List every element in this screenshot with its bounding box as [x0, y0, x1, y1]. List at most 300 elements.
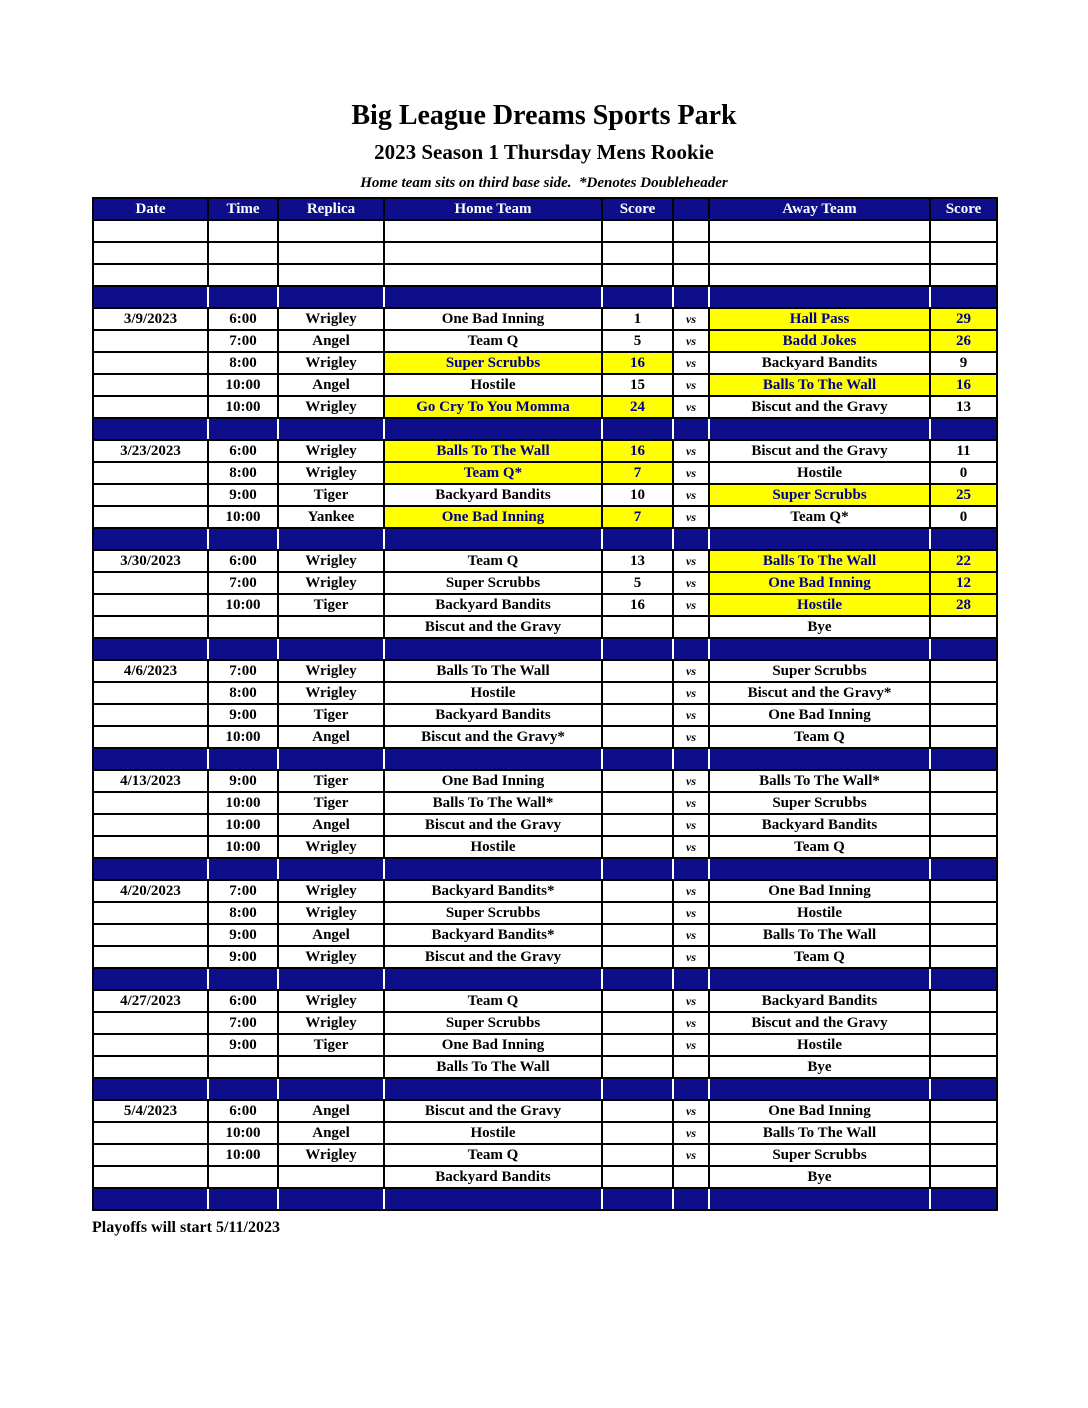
date-cell [93, 418, 208, 440]
game-row [93, 1034, 997, 1056]
vs-label: vs [673, 792, 709, 814]
away-team-cell: Team Q* [709, 506, 930, 528]
away-score-cell [930, 1078, 997, 1100]
date-cell [93, 396, 208, 418]
replica-cell [278, 1078, 384, 1100]
column-header-away-score: Score [930, 198, 997, 220]
home-score-cell [602, 1100, 673, 1122]
home-score-cell [602, 924, 673, 946]
home-score-cell [602, 880, 673, 902]
home-team-cell: Backyard Bandits [384, 484, 602, 506]
separator-row [93, 858, 997, 880]
time-cell: 7:00 [208, 330, 278, 352]
time-cell: 9:00 [208, 484, 278, 506]
home-team-cell [384, 1188, 602, 1210]
replica-cell: Tiger [278, 1034, 384, 1056]
game-row [93, 330, 997, 352]
vs-label: vs [673, 836, 709, 858]
away-team-cell: Bye [709, 616, 930, 638]
time-cell: 9:00 [208, 1034, 278, 1056]
replica-cell: Tiger [278, 594, 384, 616]
away-team-cell: One Bad Inning [709, 704, 930, 726]
home-team-cell: One Bad Inning [384, 506, 602, 528]
date-cell: 4/27/2023 [93, 990, 208, 1012]
home-score-cell: 7 [602, 462, 673, 484]
home-team-cell: Super Scrubbs [384, 572, 602, 594]
home-team-cell: Biscut and the Gravy* [384, 726, 602, 748]
date-cell [93, 484, 208, 506]
away-team-cell: Hostile [709, 1034, 930, 1056]
date-cell [93, 924, 208, 946]
away-score-cell [930, 1056, 997, 1078]
away-team-cell: Team Q [709, 836, 930, 858]
away-team-cell [709, 286, 930, 308]
vs-label: vs [673, 682, 709, 704]
vs-label: vs [673, 352, 709, 374]
home-score-cell [602, 792, 673, 814]
time-cell: 8:00 [208, 352, 278, 374]
time-cell: 10:00 [208, 506, 278, 528]
home-team-cell: Backyard Bandits* [384, 924, 602, 946]
away-score-cell [930, 990, 997, 1012]
replica-cell: Wrigley [278, 660, 384, 682]
away-score-cell: 9 [930, 352, 997, 374]
date-cell [93, 1188, 208, 1210]
home-team-cell: Balls To The Wall [384, 1056, 602, 1078]
away-team-cell [709, 1078, 930, 1100]
home-team-cell: Team Q [384, 1144, 602, 1166]
home-score-cell [602, 682, 673, 704]
home-score-cell [602, 1056, 673, 1078]
game-row [93, 396, 997, 418]
home-team-cell: Biscut and the Gravy [384, 1100, 602, 1122]
date-cell [93, 1012, 208, 1034]
away-score-cell [930, 1100, 997, 1122]
replica-cell: Wrigley [278, 880, 384, 902]
time-cell: 6:00 [208, 1100, 278, 1122]
home-score-cell: 5 [602, 330, 673, 352]
date-cell [93, 374, 208, 396]
date-cell [93, 682, 208, 704]
home-score-cell: 16 [602, 440, 673, 462]
vs-label [673, 858, 709, 880]
away-team-cell: Balls To The Wall [709, 924, 930, 946]
time-cell [208, 616, 278, 638]
game-row [93, 1144, 997, 1166]
away-score-cell [930, 1144, 997, 1166]
game-row [93, 990, 997, 1012]
away-team-cell: Backyard Bandits [709, 990, 930, 1012]
replica-cell: Wrigley [278, 1012, 384, 1034]
separator-row [93, 748, 997, 770]
date-cell: 4/20/2023 [93, 880, 208, 902]
date-cell [93, 352, 208, 374]
away-team-cell: One Bad Inning [709, 1100, 930, 1122]
time-cell [208, 858, 278, 880]
vs-label: vs [673, 1012, 709, 1034]
away-score-cell [930, 968, 997, 990]
separator-row [93, 638, 997, 660]
home-score-cell: 10 [602, 484, 673, 506]
home-score-cell [602, 264, 673, 286]
date-cell [93, 902, 208, 924]
away-score-cell [930, 220, 997, 242]
away-score-cell [930, 858, 997, 880]
away-score-cell: 12 [930, 572, 997, 594]
home-team-cell: Hostile [384, 1122, 602, 1144]
away-team-cell: Hostile [709, 594, 930, 616]
away-team-cell: Backyard Bandits [709, 352, 930, 374]
game-row [93, 440, 997, 462]
date-cell [93, 1078, 208, 1100]
home-score-cell [602, 220, 673, 242]
game-row [93, 660, 997, 682]
replica-cell [278, 968, 384, 990]
vs-label: vs [673, 902, 709, 924]
column-header-home-score: Score [602, 198, 673, 220]
vs-label: vs [673, 880, 709, 902]
time-cell: 9:00 [208, 704, 278, 726]
vs-label: vs [673, 770, 709, 792]
date-cell [93, 220, 208, 242]
home-team-cell: Backyard Bandits [384, 704, 602, 726]
date-cell [93, 726, 208, 748]
separator-row [93, 286, 997, 308]
away-score-cell [930, 792, 997, 814]
away-team-cell [709, 264, 930, 286]
date-cell [93, 242, 208, 264]
time-cell: 8:00 [208, 682, 278, 704]
date-cell [93, 1166, 208, 1188]
away-score-cell [930, 682, 997, 704]
time-cell: 7:00 [208, 880, 278, 902]
home-score-cell [602, 1144, 673, 1166]
home-score-cell [602, 528, 673, 550]
date-cell [93, 638, 208, 660]
away-team-cell: Biscut and the Gravy* [709, 682, 930, 704]
vs-label: vs [673, 484, 709, 506]
home-team-cell [384, 858, 602, 880]
vs-label [673, 616, 709, 638]
vs-label: vs [673, 506, 709, 528]
vs-label [673, 968, 709, 990]
game-row [93, 726, 997, 748]
away-score-cell [930, 286, 997, 308]
away-team-cell [709, 858, 930, 880]
time-cell [208, 1056, 278, 1078]
replica-cell: Wrigley [278, 1144, 384, 1166]
away-team-cell: Biscut and the Gravy [709, 396, 930, 418]
away-team-cell: One Bad Inning [709, 572, 930, 594]
game-row [93, 594, 997, 616]
away-score-cell: 22 [930, 550, 997, 572]
time-cell [208, 1188, 278, 1210]
date-cell [93, 528, 208, 550]
home-team-cell: Go Cry To You Momma [384, 396, 602, 418]
time-cell: 6:00 [208, 990, 278, 1012]
time-cell [208, 528, 278, 550]
away-score-cell [930, 638, 997, 660]
time-cell: 10:00 [208, 1144, 278, 1166]
home-score-cell [602, 770, 673, 792]
game-row [93, 792, 997, 814]
vs-label [673, 418, 709, 440]
replica-cell [278, 858, 384, 880]
replica-cell: Angel [278, 924, 384, 946]
replica-cell: Angel [278, 1122, 384, 1144]
replica-cell: Wrigley [278, 308, 384, 330]
home-team-cell: One Bad Inning [384, 1034, 602, 1056]
home-team-cell: Biscut and the Gravy [384, 946, 602, 968]
date-cell: 3/30/2023 [93, 550, 208, 572]
bye-row [93, 1166, 997, 1188]
replica-cell: Wrigley [278, 440, 384, 462]
home-score-cell: 5 [602, 572, 673, 594]
separator-row [93, 968, 997, 990]
date-cell [93, 836, 208, 858]
vs-label [673, 748, 709, 770]
game-row [93, 924, 997, 946]
empty-row [93, 242, 997, 264]
away-team-cell: Super Scrubbs [709, 484, 930, 506]
replica-cell: Tiger [278, 704, 384, 726]
vs-label [673, 1078, 709, 1100]
replica-cell [278, 1188, 384, 1210]
game-row [93, 308, 997, 330]
away-score-cell [930, 704, 997, 726]
away-score-cell [930, 660, 997, 682]
home-score-cell: 7 [602, 506, 673, 528]
home-team-cell: Backyard Bandits* [384, 880, 602, 902]
away-score-cell [930, 814, 997, 836]
time-cell: 6:00 [208, 308, 278, 330]
away-score-cell [930, 770, 997, 792]
away-score-cell: 11 [930, 440, 997, 462]
home-score-cell [602, 968, 673, 990]
date-cell [93, 968, 208, 990]
column-header-vs [673, 198, 709, 220]
home-team-cell: Hostile [384, 836, 602, 858]
home-score-cell [602, 836, 673, 858]
vs-label: vs [673, 308, 709, 330]
vs-label: vs [673, 704, 709, 726]
vs-label: vs [673, 374, 709, 396]
home-team-cell [384, 968, 602, 990]
away-score-cell [930, 1188, 997, 1210]
home-score-cell [602, 616, 673, 638]
away-score-cell: 26 [930, 330, 997, 352]
game-row [93, 506, 997, 528]
time-cell: 9:00 [208, 946, 278, 968]
replica-cell: Angel [278, 1100, 384, 1122]
away-team-cell: Backyard Bandits [709, 814, 930, 836]
home-score-cell [602, 748, 673, 770]
time-cell [208, 418, 278, 440]
replica-cell: Wrigley [278, 462, 384, 484]
bye-row [93, 616, 997, 638]
vs-label [673, 286, 709, 308]
replica-cell: Tiger [278, 792, 384, 814]
time-cell: 6:00 [208, 440, 278, 462]
away-team-cell: Balls To The Wall* [709, 770, 930, 792]
replica-cell [278, 220, 384, 242]
date-cell: 4/6/2023 [93, 660, 208, 682]
home-team-cell [384, 748, 602, 770]
away-team-cell: Hostile [709, 902, 930, 924]
replica-cell [278, 638, 384, 660]
time-cell: 10:00 [208, 726, 278, 748]
away-team-cell [709, 528, 930, 550]
away-score-cell [930, 1122, 997, 1144]
away-team-cell: One Bad Inning [709, 880, 930, 902]
replica-cell: Angel [278, 374, 384, 396]
game-row [93, 1100, 997, 1122]
home-score-cell [602, 1078, 673, 1100]
time-cell: 6:00 [208, 550, 278, 572]
away-score-cell [930, 616, 997, 638]
away-team-cell: Team Q [709, 946, 930, 968]
replica-cell [278, 528, 384, 550]
date-cell [93, 748, 208, 770]
home-team-cell: Hostile [384, 682, 602, 704]
game-row [93, 462, 997, 484]
away-team-cell: Bye [709, 1056, 930, 1078]
replica-cell [278, 1166, 384, 1188]
home-score-cell [602, 726, 673, 748]
vs-label [673, 528, 709, 550]
column-header-replica: Replica [278, 198, 384, 220]
game-row [93, 1012, 997, 1034]
vs-label: vs [673, 1100, 709, 1122]
date-cell [93, 286, 208, 308]
bye-row [93, 1056, 997, 1078]
date-cell [93, 616, 208, 638]
away-team-cell: Bye [709, 1166, 930, 1188]
home-score-cell [602, 814, 673, 836]
column-header-date: Date [93, 198, 208, 220]
vs-label [673, 242, 709, 264]
time-cell: 8:00 [208, 902, 278, 924]
away-score-cell [930, 902, 997, 924]
time-cell [208, 748, 278, 770]
time-cell [208, 220, 278, 242]
column-header-away-team: Away Team [709, 198, 930, 220]
home-score-cell: 16 [602, 352, 673, 374]
time-cell: 10:00 [208, 1122, 278, 1144]
time-cell: 8:00 [208, 462, 278, 484]
home-team-note: Home team sits on third base side. *Denotes Doubleheader [360, 175, 728, 191]
separator-row [93, 528, 997, 550]
home-score-cell [602, 418, 673, 440]
home-score-cell [602, 1166, 673, 1188]
home-score-cell: 24 [602, 396, 673, 418]
game-row [93, 880, 997, 902]
time-cell [208, 264, 278, 286]
home-team-cell [384, 286, 602, 308]
separator-row [93, 1188, 997, 1210]
date-cell [93, 814, 208, 836]
vs-label: vs [673, 1122, 709, 1144]
vs-label [673, 264, 709, 286]
replica-cell [278, 242, 384, 264]
time-cell [208, 638, 278, 660]
vs-label: vs [673, 550, 709, 572]
vs-label: vs [673, 814, 709, 836]
home-score-cell [602, 704, 673, 726]
date-cell: 3/9/2023 [93, 308, 208, 330]
game-row [93, 704, 997, 726]
time-cell [208, 968, 278, 990]
replica-cell: Angel [278, 726, 384, 748]
time-cell: 10:00 [208, 374, 278, 396]
home-score-cell [602, 638, 673, 660]
game-row [93, 836, 997, 858]
home-team-cell [384, 242, 602, 264]
away-score-cell: 0 [930, 506, 997, 528]
replica-cell: Wrigley [278, 572, 384, 594]
page-subtitle: 2023 Season 1 Thursday Mens Rookie [374, 140, 714, 164]
home-score-cell [602, 858, 673, 880]
date-cell [93, 572, 208, 594]
home-score-cell [602, 286, 673, 308]
date-cell [93, 506, 208, 528]
replica-cell: Angel [278, 330, 384, 352]
game-row [93, 682, 997, 704]
home-team-cell [384, 418, 602, 440]
away-score-cell: 0 [930, 462, 997, 484]
date-cell [93, 792, 208, 814]
replica-cell: Wrigley [278, 990, 384, 1012]
away-team-cell: Team Q [709, 726, 930, 748]
away-team-cell: Balls To The Wall [709, 374, 930, 396]
vs-label: vs [673, 946, 709, 968]
page-title: Big League Dreams Sports Park [351, 100, 737, 131]
replica-cell [278, 264, 384, 286]
home-score-cell [602, 1034, 673, 1056]
home-team-cell: Biscut and the Gravy [384, 616, 602, 638]
replica-cell [278, 286, 384, 308]
vs-label: vs [673, 594, 709, 616]
home-score-cell: 13 [602, 550, 673, 572]
time-cell: 10:00 [208, 836, 278, 858]
home-score-cell [602, 242, 673, 264]
date-cell: 5/4/2023 [93, 1100, 208, 1122]
away-score-cell [930, 924, 997, 946]
date-cell [93, 1034, 208, 1056]
home-team-cell: Super Scrubbs [384, 1012, 602, 1034]
date-cell [93, 704, 208, 726]
replica-cell [278, 748, 384, 770]
away-score-cell [930, 1034, 997, 1056]
replica-cell: Wrigley [278, 352, 384, 374]
game-row [93, 902, 997, 924]
vs-label: vs [673, 726, 709, 748]
away-score-cell [930, 1012, 997, 1034]
vs-label: vs [673, 1034, 709, 1056]
date-cell [93, 1122, 208, 1144]
away-team-cell [709, 220, 930, 242]
empty-row [93, 220, 997, 242]
home-score-cell [602, 902, 673, 924]
home-team-cell: Backyard Bandits [384, 1166, 602, 1188]
replica-cell: Wrigley [278, 550, 384, 572]
home-team-cell: Balls To The Wall [384, 440, 602, 462]
game-row [93, 770, 997, 792]
game-row [93, 946, 997, 968]
replica-cell: Yankee [278, 506, 384, 528]
empty-row [93, 264, 997, 286]
away-score-cell [930, 748, 997, 770]
